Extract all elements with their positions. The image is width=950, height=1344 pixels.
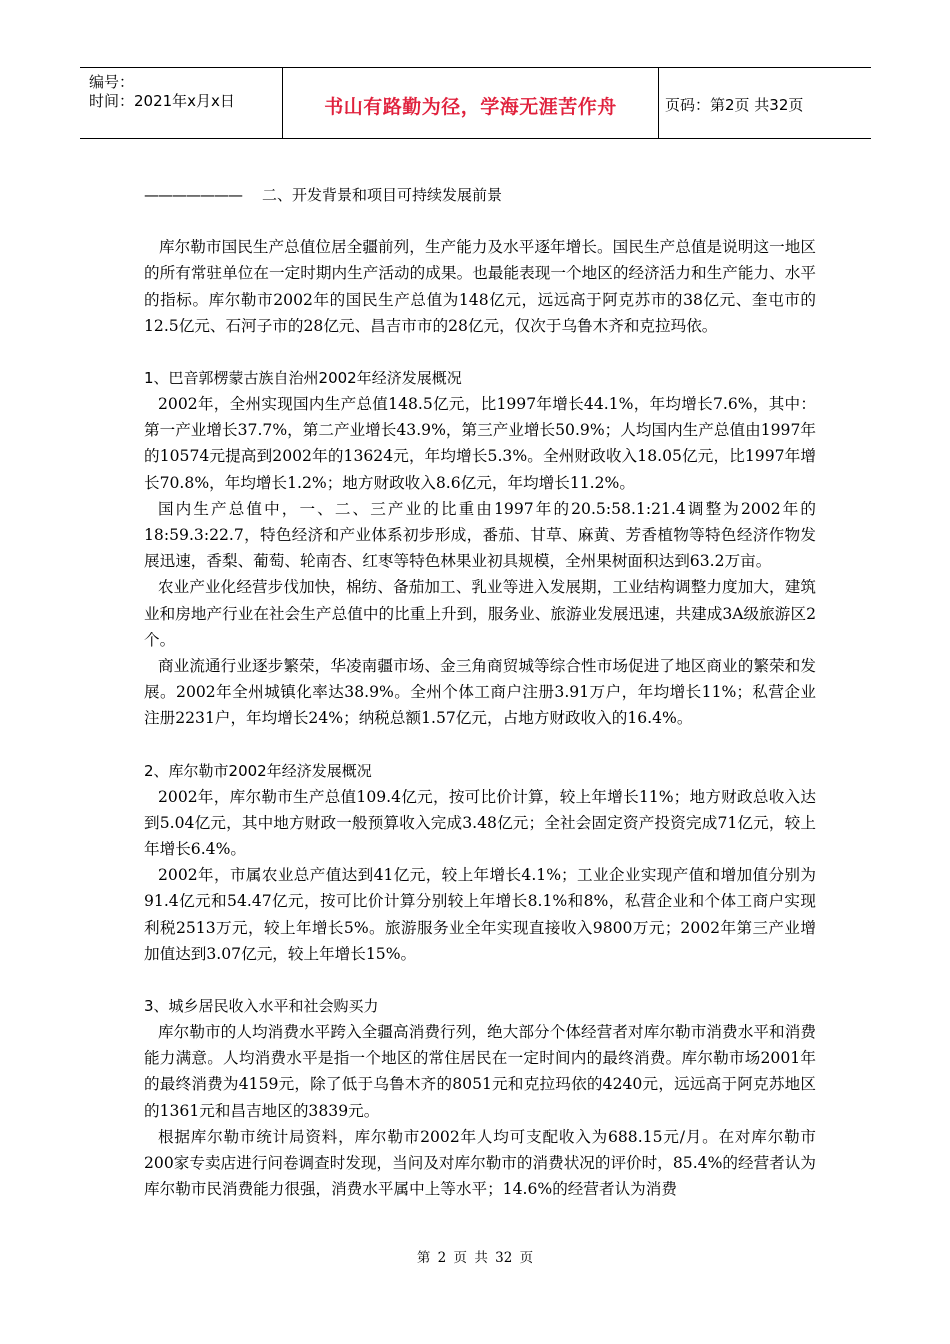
subsection-heading: 1、巴音郭楞蒙古族自治州2002年经济发展概况 — [144, 369, 462, 388]
document-body — [144, 182, 816, 1203]
subsection-heading: 3、城乡居民收入水平和社会购买力 — [144, 997, 379, 1016]
motto-text: 书山有路勤为径，学海无涯苦作舟 — [324, 96, 617, 118]
paragraph: 2002年，市属农业总产值达到41亿元，较上年增长4.1%；工业企业实现产值和增加值分别为91.4亿元和54.47亿元，按可比价计算分别较上年增长8.1%和8%，私营企业和个体工商户实现利税2513万元，较上年增长5%。旅游服务业全年实现直接收入9800万元；2002年第三产业增加值达到3.07亿元，较上年增长15%。 — [144, 866, 816, 963]
paragraph: 商业流通行业逐步繁荣，华凌南疆市场、金三角商贸城等综合性市场促进了地区商业的繁荣和发展。2002年全州城镇化率达38.9%。全州个体工商户注册3.91万户，年均增长11%；私营企业注册2231户，年均增长24%；纳税总额1.57亿元，占地方财政收入的16.4%。 — [144, 657, 816, 728]
paragraph: 2002年，全州实现国内生产总值148.5亿元，比1997年增长44.1%，年均增长7.6%，其中：第一产业增长37.7%，第二产业增长43.9%，第三产业增长50.9%；人均国内生产总值由1997年的10574元提高到2002年的13624元，年均增长5.3%。全州财政收入18.05亿元，比1997年增长70.8%，年均增长1.2%；地方财政收入8.6亿元，年均增长11.2%。 — [144, 395, 816, 492]
section-title — [144, 182, 816, 208]
section-dash: ——————— — [144, 186, 242, 204]
paragraph: 2002年，库尔勒市生产总值109.4亿元，按可比价计算，较上年增长11%；地方财政总收入达到5.04亿元，其中地方财政一般预算收入完成3.48亿元；全社会固定资产投资完成71亿元，较上年增长6.4%。 — [144, 787, 816, 859]
paragraph: 国内生产总值中，一、二、三产业的比重由1997年的20.5:58.1:21.4调整为2002年的18:59.3:22.7，特色经济和产业体系初步形成，番茄、甘草、麻黄、芳香植物等特色经济作物发展迅速，香梨、葡萄、轮南杏、红枣等特色林果业初具规模，全州果树面积达到63.2万亩。 — [144, 499, 816, 571]
subsection-3 — [144, 993, 816, 1202]
page-footer: 第 2 页 共 32 页 — [416, 1250, 534, 1266]
section-title-text: 二、开发背景和项目可持续发展前景 — [262, 186, 503, 204]
intro-paragraph: 库尔勒市国民生产总值位居全疆前列，生产能力及水平逐年增长。国民生产总值是说明这一地区的所有常驻单位在一定时期内生产活动的成果。也最能表现一个地区的经济活力和生产能力、水平的指标。库尔勒市2002年的国民生产总值为148亿元，远远高于阿克苏市的38亿元、奎屯市的12.5亿元、石河子市的28亿元、昌吉市市的28亿元，仅次于乌鲁木齐和克拉玛依。 — [144, 238, 816, 335]
doc-number-label: 编号： — [89, 73, 135, 91]
paragraph: 根据库尔勒市统计局资料，库尔勒市2002年人均可支配收入为688.15元/月。在对库尔勒市200家专卖店进行问卷调查时发现，当问及对库尔勒市的消费状况的评价时，85.4%的经营者认为库尔勒市民消费能力很强，消费水平属中上等水平；14.6%的经营者认为消费 — [144, 1127, 816, 1199]
subsection-2 — [144, 758, 816, 967]
subsection-1 — [144, 365, 816, 732]
header-page-cell — [659, 68, 871, 138]
date-label: 时间：2021年x月x日 — [89, 92, 235, 110]
page-info-label: 页码：第2页 共32页 — [665, 96, 804, 114]
paragraph: 库尔勒市的人均消费水平跨入全疆高消费行列，绝大部分个体经营者对库尔勒市消费水平和消费能力满意。人均消费水平是指一个地区的常住居民在一定时间内的最终消费。库尔勒市场2001年的最终消费为4159元，除了低于乌鲁木齐的8051元和克拉玛依的4240元，远远高于阿克苏地区的1361元和昌吉地区的3839元。 — [144, 1023, 816, 1120]
header-table — [80, 67, 871, 139]
header-meta-cell — [80, 68, 283, 138]
header-motto-cell — [283, 68, 659, 138]
subsection-heading: 2、库尔勒市2002年经济发展概况 — [144, 761, 372, 780]
paragraph: 农业产业化经营步伐加快，棉纺、备茄加工、乳业等进入发展期，工业结构调整力度加大，建筑业和房地产行业在社会生产总值中的比重上升到，服务业、旅游业发展迅速，共建成3A级旅游区2个。 — [144, 578, 816, 649]
